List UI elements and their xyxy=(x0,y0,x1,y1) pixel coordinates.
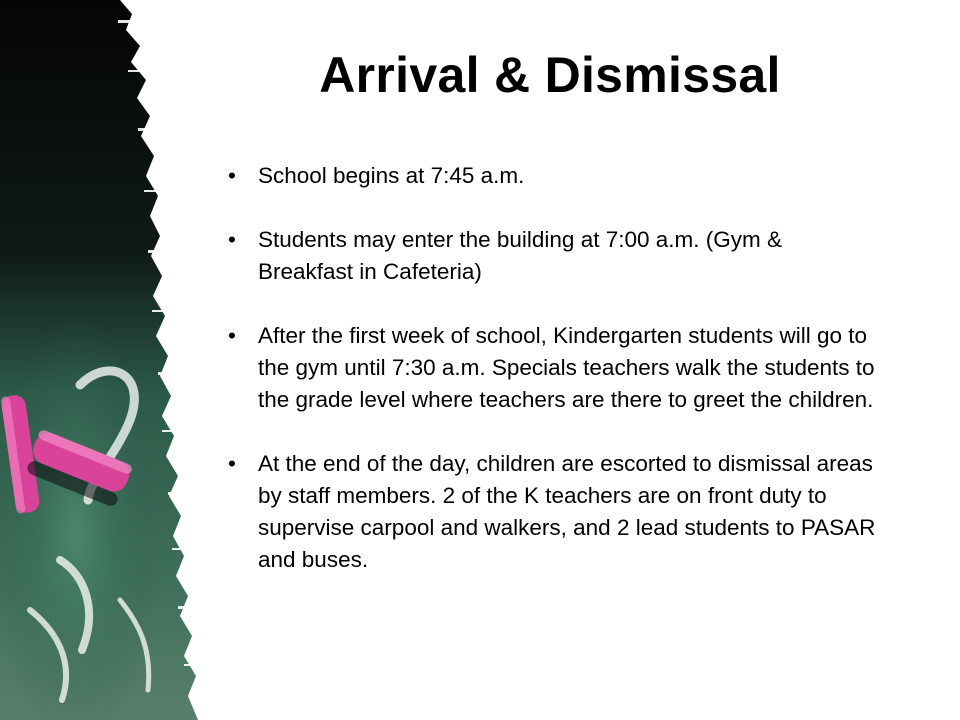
bullet-list xyxy=(228,160,878,576)
bullet-item-dismissal: • At the end of the day, children are escorted to dismissal areas by staff members. 2 of the K teachers are on front duty to supervise carpool and walkers, and 2 lead students to PASAR and buses. xyxy=(228,448,878,576)
bullet-item-kindergarten-gym: • After the first week of school, Kindergarten students will go to the gym until 7:30 a.m. Specials teachers walk the students to the grade level where teachers are there to greet the children. xyxy=(228,320,878,416)
bullet-item-building-entry: • Students may enter the building at 7:00 a.m. (Gym & Breakfast in Cafeteria) xyxy=(228,224,878,288)
bullet-item-school-start: • School begins at 7:45 a.m. xyxy=(228,160,878,192)
slide-title: Arrival & Dismissal xyxy=(319,47,781,103)
